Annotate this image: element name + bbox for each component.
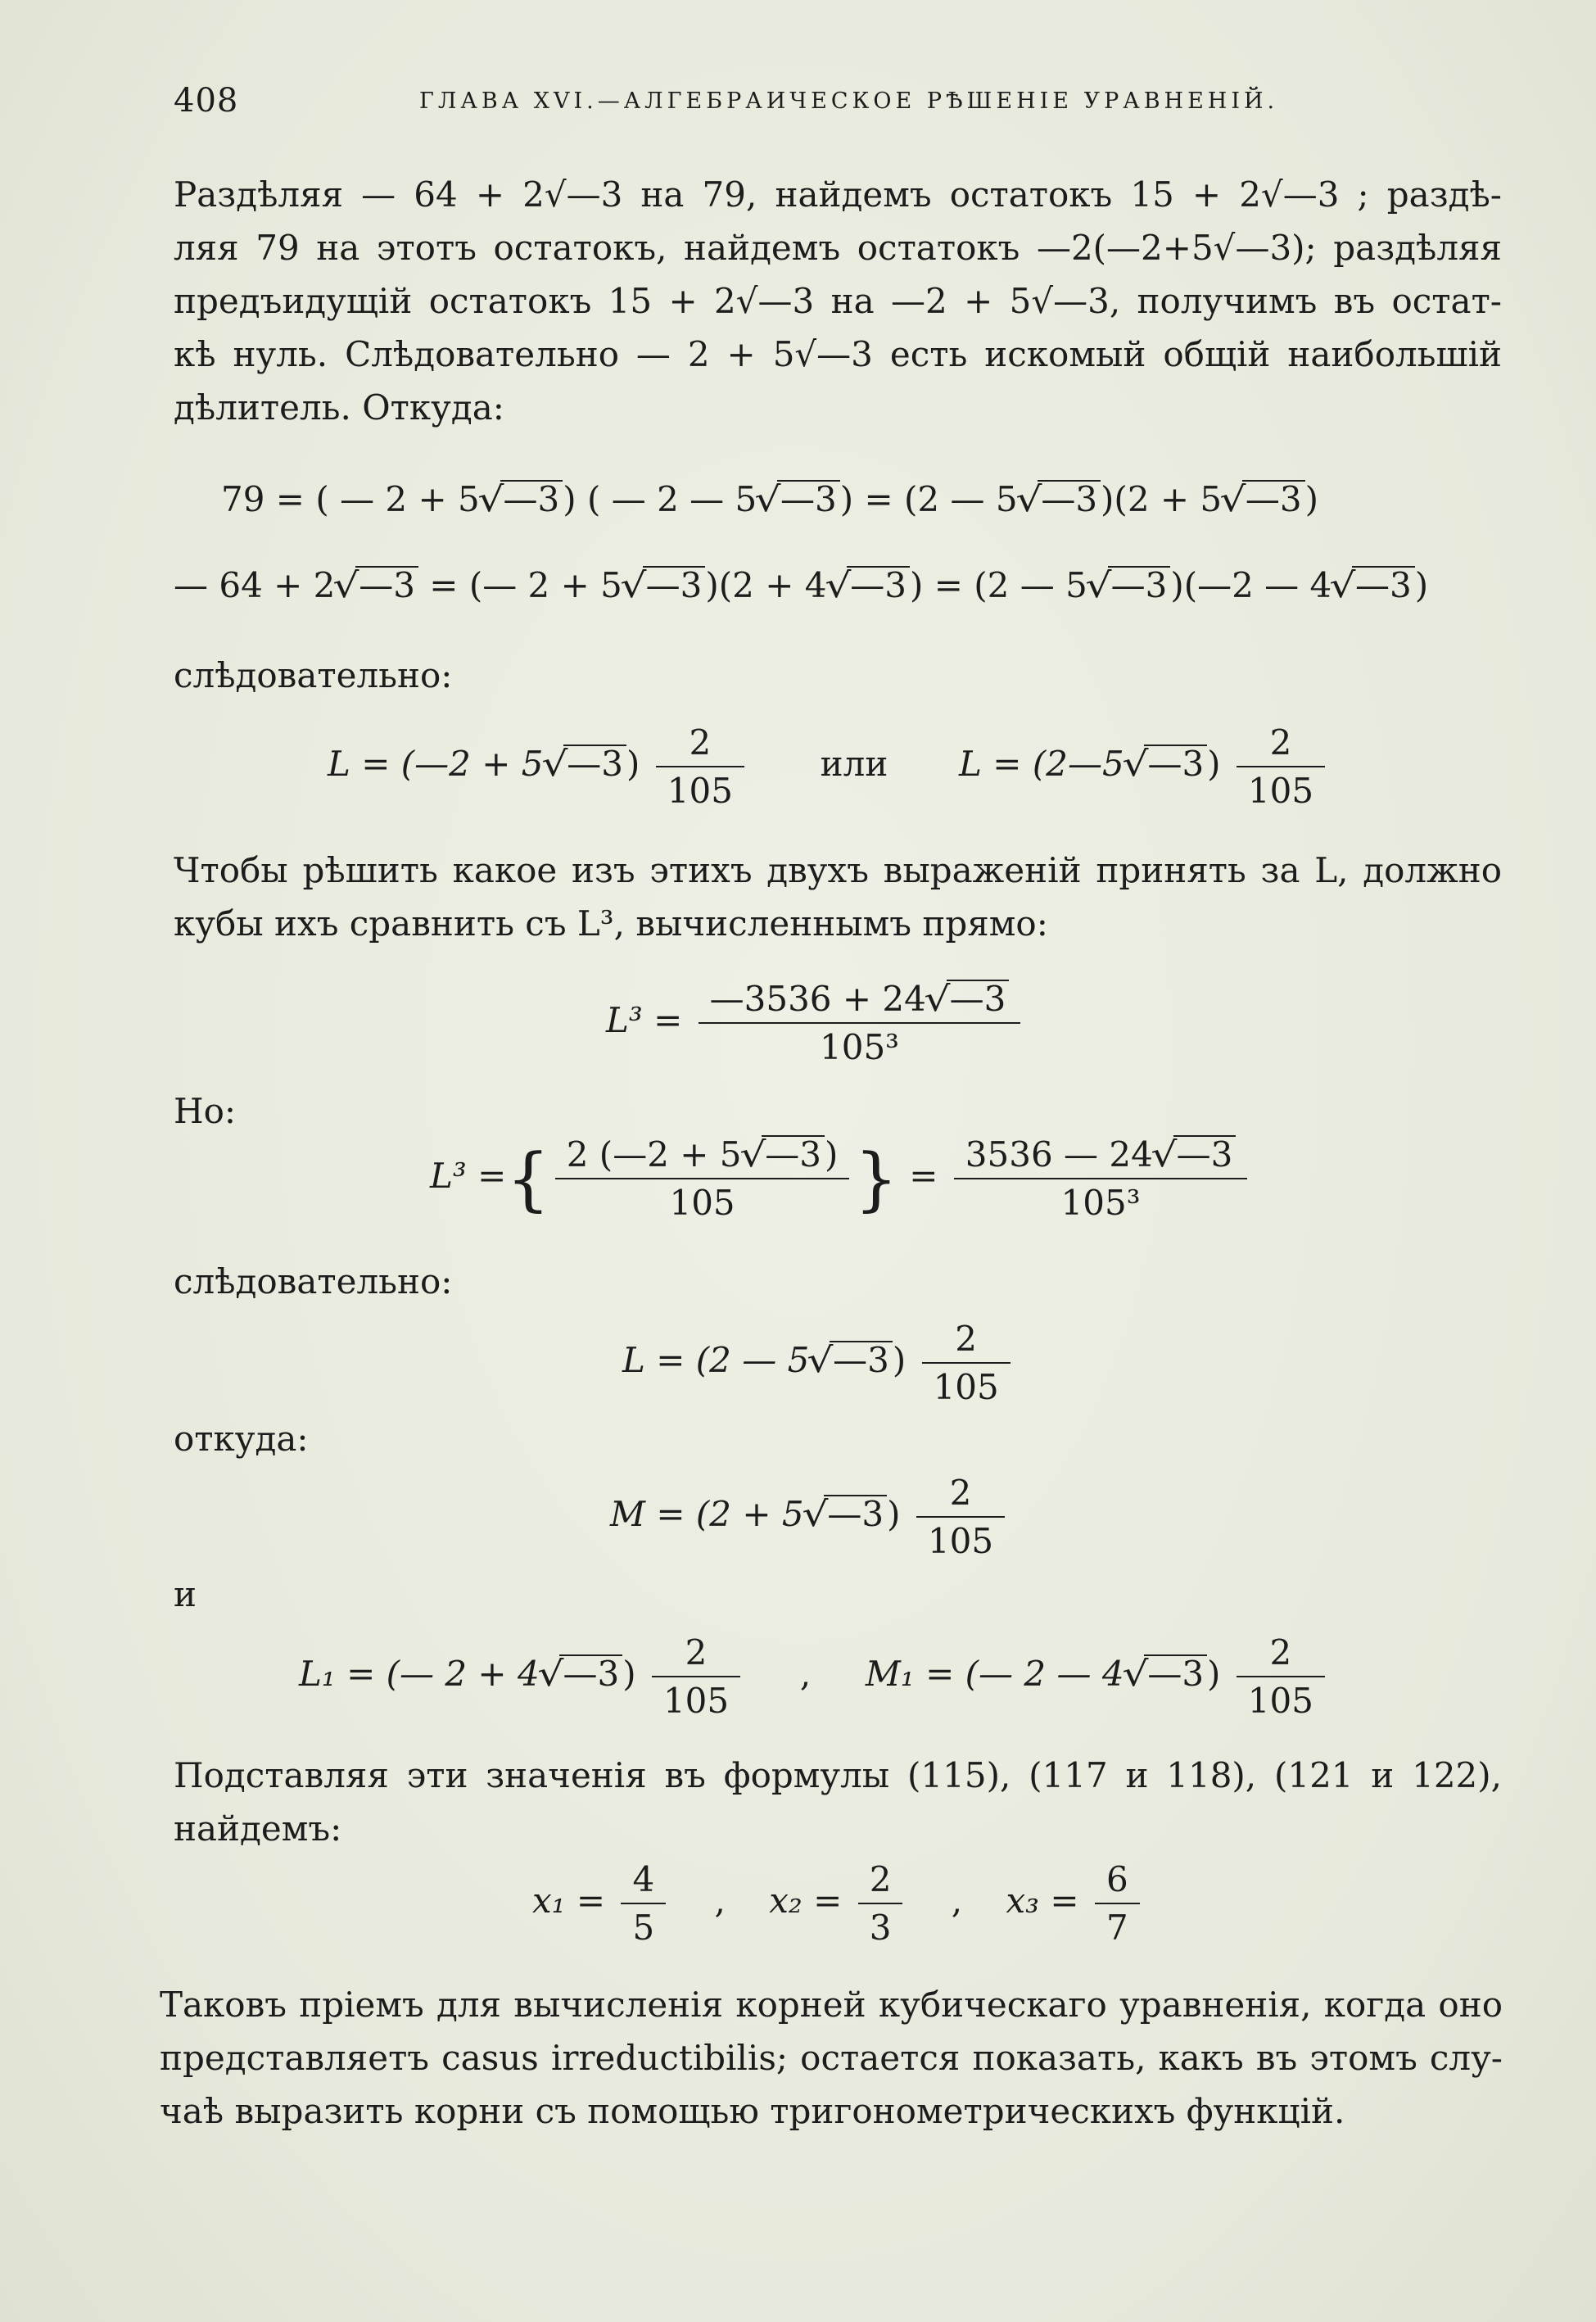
sqrt-icon: √ — [1219, 479, 1246, 519]
label-i: и — [174, 1574, 197, 1614]
sqrt-icon: √ — [332, 565, 359, 605]
sqrt-icon: √ — [1121, 1654, 1148, 1694]
sqrt-icon: √ — [1151, 1134, 1178, 1175]
equation-L-cubed-direct: L³ = $\frac{—3536 + 24√—3}{\text{105³}}$ — [606, 979, 1025, 1067]
page-number: 408 — [174, 82, 239, 120]
sqrt-icon: √ — [824, 565, 851, 605]
paragraph-4 — [160, 1978, 1503, 2138]
sqrt-icon: √ — [537, 1654, 564, 1694]
paragraph-1 — [174, 168, 1502, 434]
label-sledovatelno: слѣдовательно: — [174, 655, 453, 695]
sqrt-icon: √ — [477, 479, 504, 519]
chapter-header: ГЛАВА XVI.—АЛГЕБРАИЧЕСКОЕ РѢШЕНІЕ УРАВНЕНІЙ. — [419, 88, 1279, 114]
paragraph-1-line: ляя 79 на этотъ остатокъ, найдемъ остатокъ —2(—2+5√—3); раздѣляя — [174, 228, 1502, 268]
sqrt-icon: √ — [1121, 744, 1149, 784]
equation-L1-M1: L₁ = (— 2 + 4√—3) $\frac{2}{105}$ , M₁ = (— 2 — 4√—3) $\frac{2}{105}$ — [299, 1632, 1330, 1721]
fraction: $\frac{2}{105}$ — [1237, 1632, 1325, 1721]
paragraph-2-line: кубы ихъ сравнить съ L³, вычисленнымъ прямо: — [174, 903, 1048, 944]
equation-L-options: L = (—2 + 5√—3) $\frac{2}{105}$ или L = (2—5√—3) $\frac{2}{105}$ — [328, 722, 1330, 811]
fraction: $\frac{6}{7}$ — [1095, 1859, 1140, 1948]
equation-79-factorization: 79 = ( — 2 + 5√—3) ( — 2 — 5√—3) = (2 — 5√—3)(2 + 5√—3) — [221, 479, 1319, 519]
paragraph-1-line: предъидущій остатокъ 15 + 2√—3 на —2 + 5√—3, получимъ въ остат- — [174, 281, 1502, 321]
label-no: Но: — [174, 1091, 237, 1131]
sqrt-icon: √ — [754, 479, 781, 519]
sqrt-icon: √ — [1329, 565, 1356, 605]
paragraph-2 — [174, 844, 1502, 950]
sqrt-icon: √ — [807, 1340, 834, 1380]
paragraph-3-line: Подставляя эти значенія въ формулы (115), (117 и 118), (121 и 122), — [174, 1755, 1502, 1795]
sqrt-icon: √ — [1085, 565, 1112, 605]
sqrt-icon: √ — [540, 744, 567, 784]
equation-64-factorization: — 64 + 2√—3 = (— 2 + 5√—3)(2 + 4√—3) = (2 — 5√—3)(—2 — 4√—3) — [174, 565, 1429, 605]
fraction: $\frac{2}{105}$ — [922, 1319, 1010, 1407]
fraction: $\frac{—3536 + 24√—3}{\text{105³}}$ — [699, 979, 1021, 1067]
paragraph-1-line: Раздѣляя — 64 + 2√—3 на 79, найдемъ остатокъ 15 + 2√—3 ; раздѣ- — [174, 174, 1502, 215]
paragraph-3-line: найдемъ: — [174, 1808, 342, 1849]
sqrt-icon: √ — [801, 1494, 829, 1534]
paragraph-3 — [174, 1749, 1502, 1855]
sqrt-icon: √ — [1015, 479, 1042, 519]
sqrt-icon: √ — [739, 1134, 766, 1175]
fraction: $\frac{2}{105}$ — [916, 1473, 1005, 1561]
fraction: $\frac{2}{3}$ — [858, 1859, 903, 1948]
label-otkuda: откуда: — [174, 1419, 309, 1459]
paragraph-4-line: представляетъ casus irreductibilis; остается показать, какъ въ этомъ слу- — [160, 2038, 1503, 2078]
paragraph-1-line: дѣлитель. Откуда: — [174, 387, 504, 428]
sqrt-icon: √ — [924, 979, 951, 1019]
equation-L-cubed-check: L³ ={ $\frac{2 (—2 + 5√—3)}{105}$ } = $\frac{3536 — 24√—3}{\text{105³}}$ — [430, 1134, 1252, 1223]
fraction: $\frac{2}{105}$ — [1237, 722, 1325, 811]
label-sledovatelno: слѣдовательно: — [174, 1261, 453, 1301]
paragraph-1-line: кѣ нуль. Слѣдовательно — 2 + 5√—3 есть искомый общій наибольшій — [174, 334, 1502, 374]
equation-M-result: M = (2 + 5√—3) $\frac{2}{105}$ — [610, 1473, 1010, 1561]
equation-L-result: L = (2 — 5√—3) $\frac{2}{105}$ — [622, 1319, 1015, 1407]
paragraph-4-line: чаѣ выразить корни съ помощью тригонометрическихъ функцій. — [160, 2091, 1345, 2131]
fraction: $\frac{2}{105}$ — [656, 722, 744, 811]
paragraph-2-line: Чтобы рѣшить какое изъ этихъ двухъ выраженій принять за L, должно — [174, 850, 1502, 890]
fraction: $\frac{2}{105}$ — [652, 1632, 740, 1721]
fraction: $\frac{3536 — 24√—3}{\text{105³}}$ — [954, 1134, 1248, 1223]
fraction: $\frac{4}{5}$ — [621, 1859, 666, 1948]
sqrt-icon: √ — [620, 565, 647, 605]
fraction: $\frac{2 (—2 + 5√—3)}{105}$ — [555, 1134, 850, 1223]
paragraph-4-line: Таковъ пріемъ для вычисленія корней кубическаго уравненія, когда оно — [160, 1985, 1503, 2025]
word-ili: или — [820, 744, 888, 784]
equation-roots: x₁ = $\frac{4}{5}$ , x₂ = $\frac{2}{3}$ , x₃ = $\frac{6}{7}$ — [532, 1859, 1145, 1948]
